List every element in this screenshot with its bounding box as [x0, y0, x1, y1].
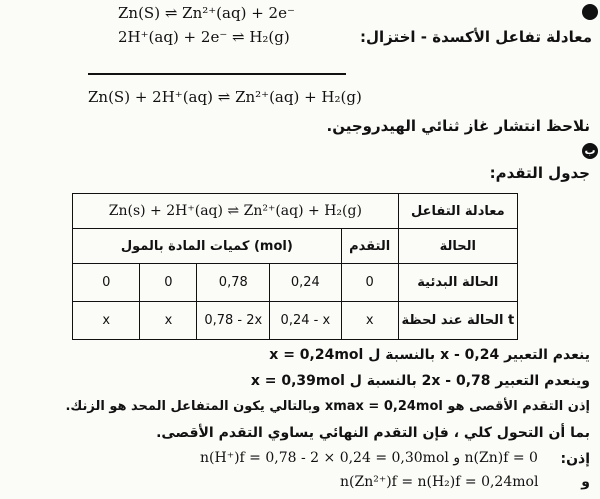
table-state-header: الحالة	[398, 229, 517, 264]
reduction-half-equation: 2H⁺(aq) + 2e⁻ ⇌ H₂(g)	[118, 28, 290, 46]
table-cell-advance: 0	[341, 264, 398, 302]
analysis-line-5-prefix: إذن:	[560, 451, 590, 467]
observation-text: نلاحظ انتشار غاز ثنائي الهيدروجين.	[326, 117, 590, 135]
table-row-state: الحالة البدئية	[398, 264, 517, 302]
analysis-line-2: وينعدم التعبير 0,78 - 2x بالنسبة ل x = 0,39mol	[250, 373, 590, 389]
table-cell-advance: x	[341, 302, 398, 340]
table-advance-header: التقدم	[341, 229, 398, 264]
analysis-line-6-equation: n(Zn²⁺)f = n(H₂)f = 0,24mol	[340, 474, 539, 490]
table-equation-label: معادلة التفاعل	[398, 194, 517, 229]
advancement-table-title: جدول التقدم:	[489, 164, 590, 182]
table-cell: 0,24 - x	[270, 302, 342, 340]
table-cell: 0,78	[197, 264, 270, 302]
section-b-marker: ب	[582, 143, 598, 159]
table-cell: 0	[73, 264, 140, 302]
table-cell: 0	[140, 264, 197, 302]
redox-equation-label: معادلة تفاعل الأكسدة - اختزال:	[359, 28, 592, 46]
equation-sum-line	[88, 73, 346, 75]
analysis-line-1: ينعدم التعبير 0,24 - x بالنسبة ل x = 0,24mol	[269, 347, 590, 363]
analysis-line-4: بما أن التحول كلي ، فإن التقدم النهائي يساوي التقدم الأقصى.	[156, 425, 590, 441]
table-cell: 0,24	[270, 264, 342, 302]
table-row-state: الحالة عند لحظة t	[398, 302, 517, 340]
overall-equation: Zn(S) + 2H⁺(aq) ⇌ Zn²⁺(aq) + H₂(g)	[88, 88, 362, 106]
table-cell: x	[73, 302, 140, 340]
table-cell: x	[140, 302, 197, 340]
table-quantities-header: كميات المادة بالمول (mol)	[73, 229, 342, 264]
analysis-line-6-suffix: و	[581, 474, 590, 490]
analysis-line-3: إذن التقدم الأقصى هو xmax = 0,24mol وبالتالي يكون المتفاعل المحد هو الزنك.	[65, 399, 590, 414]
advancement-table	[72, 193, 518, 340]
section-a-marker	[582, 4, 598, 20]
table-cell: 0,78 - 2x	[197, 302, 270, 340]
analysis-line-5-equation: n(H⁺)f = 0,78 - 2 × 0,24 = 0,30mol و n(Zn)f = 0	[200, 450, 538, 466]
table-equation: Zn(s) + 2H⁺(aq) ⇌ Zn²⁺(aq) + H₂(g)	[73, 194, 399, 229]
oxidation-half-equation: Zn(S) ⇌ Zn²⁺(aq) + 2e⁻	[118, 4, 295, 22]
